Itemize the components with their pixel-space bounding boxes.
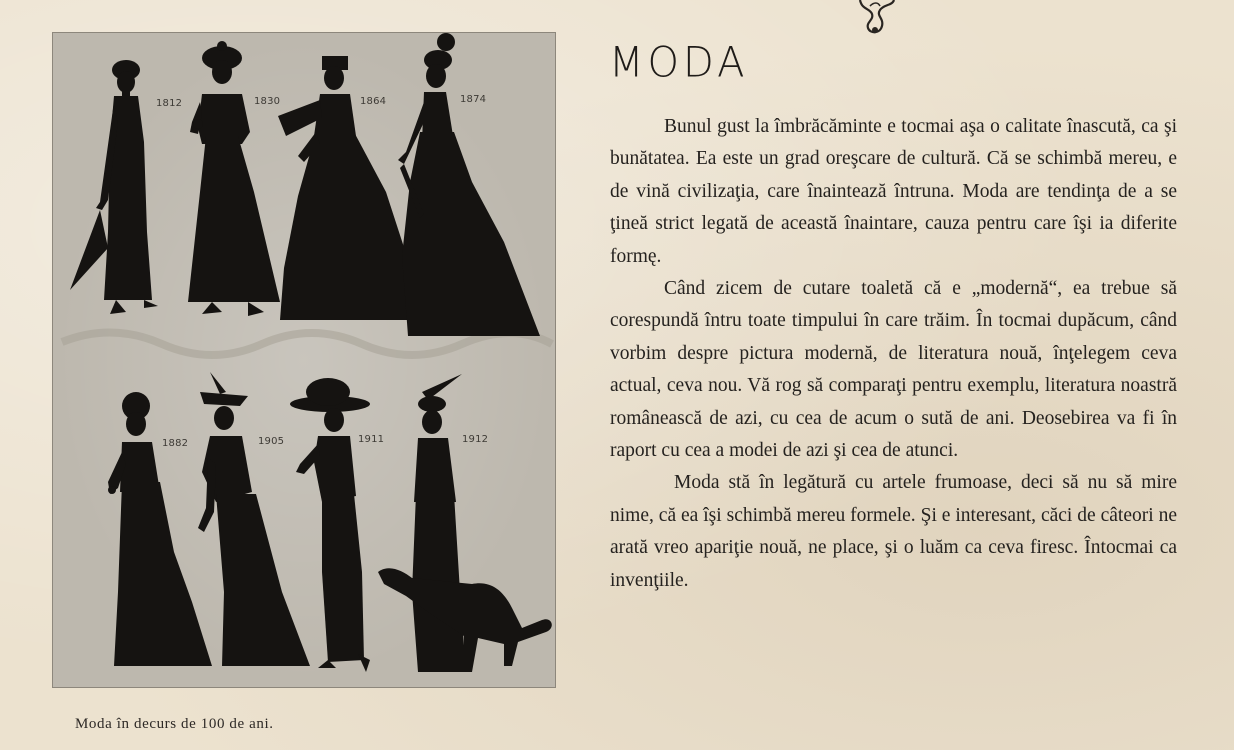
paragraph: Moda stă în legătură cu artele frumoase, deci să nu să mire nime, că ea îşi schimbă mereu formele. Şi e interesant, căci de câteori ne arată vreo apariţie nouă, ne place, şi o luăm ca ceva firesc. Întocmai ca invenţiile. xyxy=(610,472,1177,591)
silhouette-1830 xyxy=(188,41,280,316)
silhouette-1864 xyxy=(278,56,412,320)
article-title: MODA xyxy=(609,38,749,88)
year-label: 1830 xyxy=(254,96,281,107)
silhouette-1905 xyxy=(198,372,310,666)
figure-caption: Moda în decurs de 100 de ani. xyxy=(75,716,274,732)
year-label: 1905 xyxy=(258,436,285,447)
paragraph: Bunul gust la îmbrăcăminte e tocmai aşa o calitate înascută, ca şi bunătatea. Ea este un grad oreşcare de cultură. Că se schimbă mereu, e de vină civilizaţia, care înaintează întruna. Moda are tendinţa de a se ţineă strict legată de această înaintare, cauza pentru care îşi ia diferite formę. xyxy=(610,116,1177,267)
year-label: 1864 xyxy=(360,96,387,107)
silhouette-1911 xyxy=(290,378,370,672)
silhouette-1812 xyxy=(70,60,158,314)
year-label: 1874 xyxy=(460,94,487,105)
article-body xyxy=(610,111,1177,597)
silhouette-1874 xyxy=(398,33,540,336)
year-label: 1912 xyxy=(462,434,489,445)
silhouette-1912 xyxy=(378,374,552,672)
ornament-flourish xyxy=(852,0,898,38)
silhouettes-image xyxy=(52,32,556,688)
year-label: 1812 xyxy=(156,98,183,109)
silhouette-1882 xyxy=(108,392,212,666)
year-label: 1882 xyxy=(162,438,189,449)
year-label: 1911 xyxy=(358,434,385,445)
fashion-illustration xyxy=(52,32,556,688)
paragraph: Când zicem de cutare toaletă că e „modernă“, ea trebue să corespundă întru toate timpului în care trăim. În tocmai dupăcum, când vorbim despre pictura modernă, de literatura nouă, înţelegem ceva actual, ceva nou. Vă rog să comparaţi pentru exemplu, literatura noastră românească de azi, cu cea de acum o sută de ani. Deosebirea va fi în raport cu cea a modei de azi şi cea de atunci. xyxy=(610,278,1177,462)
